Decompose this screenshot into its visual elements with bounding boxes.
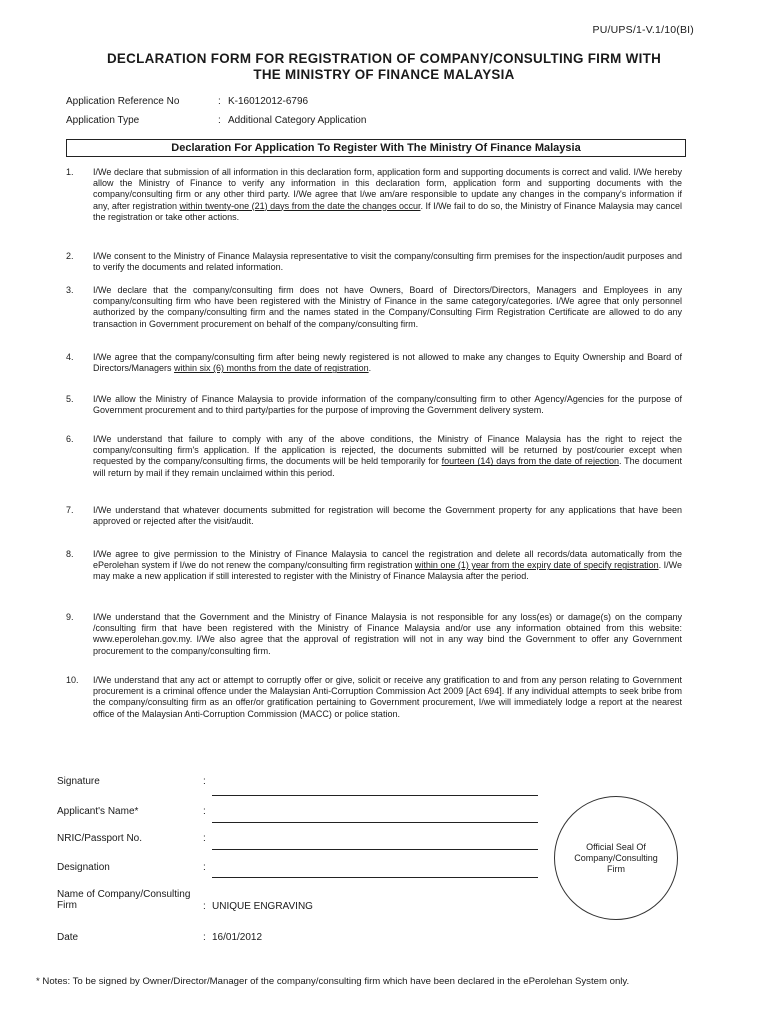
company-name-label: Name of Company/Consulting Firm <box>57 889 191 911</box>
clause-text: I/We consent to the Ministry of Finance Malaysia representative to visit the company/consulting firm premises for the inspection/audit purposes and to verify the documents and related information. <box>93 251 682 273</box>
clause-text: I/We declare that the company/consulting firm does not have Owners, Board of Directors/Directors, Managers and Employees in any company/consulting firm who have been registered with the Ministry of Finance in the same category/categories. I/We agree that only personnel authorized by the company/consulting firm and the names stated in the Company/Consulting Firm Registration Certificate are allowed to do any transaction in Government procurement on behalf of the company/consulting firm. <box>93 285 682 329</box>
colon: : <box>203 776 206 787</box>
clause-6 <box>66 434 682 479</box>
application-reference-label: Application Reference No <box>66 96 180 107</box>
applicant-name-line[interactable] <box>212 822 538 823</box>
clause-number: 1. <box>66 167 74 177</box>
clause-number: 3. <box>66 285 74 295</box>
clause-4 <box>66 352 682 374</box>
clause-number: 10. <box>66 675 79 685</box>
clause-text: I/We understand that failure to comply with any of the above conditions, the Ministry of Finance Malaysia has the right to reject the company/consulting firm's application. If the application is rejected, the documents submitted will be returned by post/courier except when requested by the company/consulting firms, the documents will be held temporarily for fourteen (14) days from the date of rejection. The document will return by mail if they remain unclaimed within this period. <box>93 434 682 478</box>
clause-5 <box>66 394 682 416</box>
application-reference-value: K-16012012-6796 <box>228 96 309 107</box>
colon: : <box>203 862 206 873</box>
application-type-value: Additional Category Application <box>228 115 367 126</box>
clause-text: I/We allow the Ministry of Finance Malaysia to provide information of the company/consulting firm to other Agency/Agencies for the purpose of Government procurement and to third party/parties for the purpose of improving the Government delivery system. <box>93 394 682 416</box>
clause-1 <box>66 167 682 223</box>
clause-8 <box>66 549 682 583</box>
official-seal-text: Official Seal Of Company/Consulting Firm <box>574 841 658 874</box>
official-seal-circle <box>554 796 678 920</box>
company-name-value: UNIQUE ENGRAVING <box>212 901 313 912</box>
clause-number: 2. <box>66 251 74 261</box>
clause-text: I/We understand that the Government and the Ministry of Finance Malaysia is not responsible for any loss(es) or damage(s) on the company /consulting firm that have been registered with the Ministry of Finance Malaysia and/or use any information obtained from this website: www.eperolehan.gov.my. I/We also agree that the approval of registration will not in any way bind the Government to offer any Government procurement to the company/consulting firm. <box>93 612 682 656</box>
clause-3 <box>66 285 682 330</box>
colon: : <box>203 833 206 844</box>
clause-text: I/We understand that whatever documents submitted for registration will become the Government property for any applications that have been approved or rejected after the visit/audit. <box>93 505 682 527</box>
colon: : <box>203 932 206 943</box>
clause-number: 5. <box>66 394 74 404</box>
clause-text: I/We understand that any act or attempt to corruptly offer or give, solicit or receive any gratification to and from any person relating to Government procurement is a criminal offence under the Malaysian Anti-Corruption Commission Act 2009 [Act 694]. If any individual attempts to seek bribe from the company/consulting firm as an offer/or gratification pertaining to Government procurement, I/we will immediately lodge a report at the nearest office of the Malaysian Anti-Corruption Commission (MACC) or police station. <box>93 675 682 719</box>
clause-2 <box>66 251 682 273</box>
date-label: Date <box>57 932 79 943</box>
application-type-label: Application Type <box>66 115 140 126</box>
colon: : <box>218 96 221 107</box>
colon: : <box>218 115 221 126</box>
form-title-line-1: DECLARATION FORM FOR REGISTRATION OF COMPANY/CONSULTING FIRM WITH <box>106 51 662 66</box>
signature-label: Signature <box>57 776 100 787</box>
footnote: * Notes: To be signed by Owner/Director/Manager of the company/consulting firm which have been declared in the ePerolehan System only. <box>36 976 630 987</box>
clause-number: 6. <box>66 434 74 444</box>
form-title-line-2: THE MINISTRY OF FINANCE MALAYSIA <box>253 67 515 82</box>
colon: : <box>203 806 206 817</box>
nric-passport-label: NRIC/Passport No. <box>57 833 143 844</box>
clause-number: 4. <box>66 352 74 362</box>
declaration-heading: Declaration For Application To Register With The Ministry Of Finance Malaysia <box>66 139 686 157</box>
clause-7 <box>66 505 682 527</box>
designation-label: Designation <box>57 862 110 873</box>
colon: : <box>203 901 206 912</box>
clause-text: I/We agree that the company/consulting firm after being newly registered is not allowed to make any changes to Equity Ownership and Board of Directors/Managers within six (6) months from the date of registration. <box>93 352 682 374</box>
clause-text: I/We declare that submission of all information in this declaration form, application form and supporting documents is correct and valid. I/We hereby allow the Ministry of Finance to verify any information in this declaration form, application form and supporting documents with the company/consulting firm or any other third party. I/We agree that I/we am/are responsible to update any changes in the company's information if any, after registration within twenty-one (21) days from the date the changes occur. If I/We fail to do so, the Ministry of Finance Malaysia may cancel the registration or take other actions. <box>93 167 682 222</box>
clause-number: 7. <box>66 505 74 515</box>
form-title <box>60 51 708 83</box>
clause-text: I/We agree to give permission to the Ministry of Finance Malaysia to cancel the registration and delete all records/data automatically from the ePerolehan system if I/we do not renew the company/consulting firm registration within one (1) year from the expiry date of specify registration. I/We may make a new application if still interested to register with the Ministry of Finance Malaysia after the period. <box>93 549 682 582</box>
applicant-name-label: Applicant's Name* <box>57 806 139 817</box>
signature-line[interactable] <box>212 795 538 796</box>
clause-number: 9. <box>66 612 74 622</box>
nric-passport-line[interactable] <box>212 849 538 850</box>
clause-9 <box>66 612 682 657</box>
date-value: 16/01/2012 <box>212 932 263 943</box>
designation-line[interactable] <box>212 877 538 878</box>
clause-number: 8. <box>66 549 74 559</box>
document-reference-code: PU/UPS/1-V.1/10(BI) <box>592 24 694 36</box>
clause-10 <box>66 675 682 720</box>
